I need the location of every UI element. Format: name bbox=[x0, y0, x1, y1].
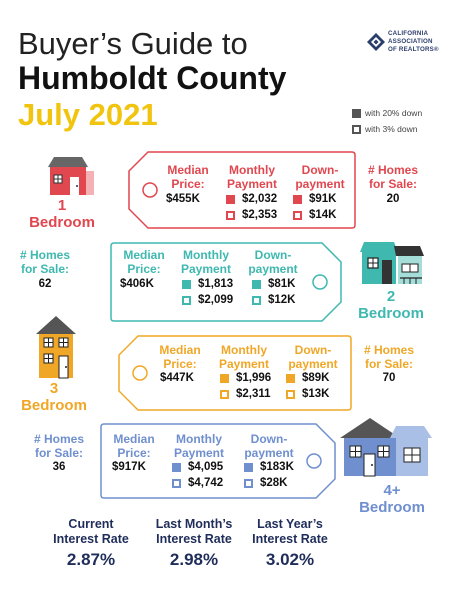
homes-label-line2: for Sale: bbox=[20, 262, 69, 276]
rate-last-month-label-1: Last Month’s bbox=[155, 517, 233, 531]
down-20-value-1: $91K bbox=[309, 193, 337, 205]
homes-for-sale-value-1: 20 bbox=[386, 193, 400, 205]
down-3-row-3 bbox=[286, 388, 330, 400]
down-label-line1: Down- bbox=[294, 343, 332, 357]
down-label-line2: payment bbox=[244, 446, 294, 460]
rate-last-year-value: 3.02% bbox=[265, 550, 315, 569]
down-20-row-4 bbox=[244, 461, 294, 473]
homes-label-line2: for Sale: bbox=[368, 177, 417, 191]
down-label-line1: Down- bbox=[301, 163, 339, 177]
solid-square-icon bbox=[220, 374, 229, 383]
down-20-row-2 bbox=[252, 278, 296, 290]
homes-label-line2: for Sale: bbox=[34, 446, 83, 460]
down-20-value-3: $89K bbox=[302, 372, 330, 384]
payment-label-line1: Monthly bbox=[183, 248, 229, 262]
homes-for-sale-value-4: 36 bbox=[52, 461, 66, 473]
down-3-row-4 bbox=[244, 477, 288, 489]
payment-20-value-4: $4,095 bbox=[188, 461, 224, 473]
homes-for-sale-value-3: 70 bbox=[382, 372, 396, 384]
down-3-value-3: $13K bbox=[302, 388, 330, 400]
payment-label-line2: Payment bbox=[226, 177, 278, 191]
bedroom-2-label bbox=[350, 288, 432, 322]
solid-square-icon bbox=[172, 463, 181, 472]
hollow-square-icon bbox=[182, 296, 191, 305]
car-logo-icon bbox=[366, 32, 386, 52]
median-price-value-1: $455K bbox=[166, 193, 200, 205]
solid-square-icon bbox=[293, 195, 302, 204]
homes-for-sale-label-4 bbox=[26, 432, 92, 460]
down-label-line2: payment bbox=[288, 357, 338, 371]
payment-3-value-1: $2,353 bbox=[242, 209, 278, 221]
down-20-value-4: $183K bbox=[260, 461, 294, 473]
house-1-bedroom-icon bbox=[40, 157, 96, 197]
homes-for-sale-label-3 bbox=[356, 343, 422, 371]
monthly-payment-label-1 bbox=[222, 163, 282, 191]
bedroom-1-word: Bedroom bbox=[29, 214, 95, 231]
median-label-line2: Price: bbox=[163, 357, 197, 371]
hollow-square-icon bbox=[352, 125, 361, 134]
down-payment-label-1 bbox=[289, 163, 351, 191]
down-label-line1: Down- bbox=[250, 432, 288, 446]
car-logo bbox=[366, 30, 448, 64]
hollow-square-icon bbox=[220, 390, 229, 399]
payment-3-row-1 bbox=[226, 209, 277, 221]
median-price-value-3: $447K bbox=[160, 372, 194, 384]
bedroom-3-word: Bedroom bbox=[21, 397, 87, 414]
median-label-line2: Price: bbox=[117, 446, 151, 460]
payment-3-row-4 bbox=[172, 477, 223, 489]
rate-last-year-label-2: Interest Rate bbox=[252, 532, 328, 546]
median-price-label-3 bbox=[150, 343, 210, 371]
bedroom-3-number: 3 bbox=[49, 380, 59, 397]
homes-label-line1: # Homes bbox=[33, 432, 85, 446]
car-logo-text bbox=[388, 30, 439, 54]
legend-down3: with 3% down bbox=[365, 124, 418, 134]
homes-label-line2: for Sale: bbox=[364, 357, 413, 371]
payment-20-row-3 bbox=[220, 372, 271, 384]
solid-square-icon bbox=[226, 195, 235, 204]
down-20-row-3 bbox=[286, 372, 330, 384]
median-label-line1: Median bbox=[113, 432, 155, 446]
hollow-square-icon bbox=[293, 211, 302, 220]
payment-20-row-4 bbox=[172, 461, 223, 473]
title-line-3: July 2021 bbox=[18, 97, 158, 132]
median-label-line2: Price: bbox=[127, 262, 161, 276]
rate-last-year-label-1: Last Year’s bbox=[257, 517, 323, 531]
rate-last-year bbox=[232, 517, 348, 570]
hollow-square-icon bbox=[252, 296, 261, 305]
median-price-label-1 bbox=[158, 163, 218, 191]
payment-label-line2: Payment bbox=[173, 446, 225, 460]
bedroom-4-label bbox=[352, 482, 432, 516]
bedroom-4-word: Bedroom bbox=[359, 499, 425, 516]
bedroom-1-number: 1 bbox=[57, 197, 67, 214]
payment-3-row-2 bbox=[182, 294, 233, 306]
homes-for-sale-label-2 bbox=[12, 248, 78, 276]
logo-line-2: ASSOCIATION bbox=[388, 38, 433, 45]
payment-label-line1: Monthly bbox=[229, 163, 275, 177]
bedroom-3-label bbox=[14, 380, 94, 414]
legend-row-3 bbox=[352, 121, 422, 137]
hollow-square-icon bbox=[172, 479, 181, 488]
solid-square-icon bbox=[244, 463, 253, 472]
homes-label-line1: # Homes bbox=[19, 248, 71, 262]
down-label-line2: payment bbox=[248, 262, 298, 276]
down-payment-label-2 bbox=[242, 248, 304, 276]
down-20-value-2: $81K bbox=[268, 278, 296, 290]
title-line-1: Buyer’s Guide to bbox=[18, 26, 248, 61]
median-label-line1: Median bbox=[123, 248, 165, 262]
solid-square-icon bbox=[252, 280, 261, 289]
solid-square-icon bbox=[352, 109, 361, 118]
payment-3-row-3 bbox=[220, 388, 271, 400]
homes-label-line1: # Homes bbox=[367, 163, 419, 177]
house-3-bedroom-icon bbox=[36, 316, 76, 380]
down-20-row-1 bbox=[293, 193, 337, 205]
median-label-line1: Median bbox=[167, 163, 209, 177]
payment-20-value-3: $1,996 bbox=[236, 372, 272, 384]
down-3-row-1 bbox=[293, 209, 337, 221]
solid-square-icon bbox=[182, 280, 191, 289]
payment-20-value-2: $1,813 bbox=[198, 278, 234, 290]
bedroom-2-number: 2 bbox=[386, 288, 396, 305]
rate-current bbox=[36, 517, 146, 570]
down-3-row-2 bbox=[252, 294, 296, 306]
legend-down20: with 20% down bbox=[365, 108, 423, 118]
house-4-bedroom-icon bbox=[340, 418, 432, 478]
monthly-payment-label-2 bbox=[176, 248, 236, 276]
homes-for-sale-label-1 bbox=[360, 163, 426, 191]
homes-label-line1: # Homes bbox=[363, 343, 415, 357]
median-price-value-2: $406K bbox=[120, 278, 154, 290]
title-line-2: Humboldt County bbox=[18, 60, 287, 96]
homes-for-sale-value-2: 62 bbox=[38, 278, 52, 290]
legend-row-20 bbox=[352, 105, 422, 121]
hollow-square-icon bbox=[286, 390, 295, 399]
down-payment-label-4 bbox=[238, 432, 300, 460]
median-price-label-4 bbox=[104, 432, 164, 460]
hollow-square-icon bbox=[226, 211, 235, 220]
down-3-value-1: $14K bbox=[309, 209, 337, 221]
rate-current-label-2: Interest Rate bbox=[53, 532, 129, 546]
down-label-line2: payment bbox=[295, 177, 345, 191]
rate-last-month-label-2: Interest Rate bbox=[156, 532, 232, 546]
payment-label-line2: Payment bbox=[180, 262, 232, 276]
solid-square-icon bbox=[286, 374, 295, 383]
payment-20-row-2 bbox=[182, 278, 233, 290]
down-label-line1: Down- bbox=[254, 248, 292, 262]
hollow-square-icon bbox=[244, 479, 253, 488]
monthly-payment-label-3 bbox=[213, 343, 275, 371]
payment-3-value-4: $4,742 bbox=[188, 477, 224, 489]
down-payment-label-3 bbox=[282, 343, 344, 371]
median-price-value-4: $917K bbox=[112, 461, 146, 473]
logo-line-3: OF REALTORS® bbox=[388, 46, 439, 53]
median-label-line2: Price: bbox=[171, 177, 205, 191]
bedroom-2-word: Bedroom bbox=[358, 305, 424, 322]
house-2-bedroom-icon bbox=[360, 242, 426, 286]
payment-label-line1: Monthly bbox=[176, 432, 222, 446]
payment-3-value-3: $2,311 bbox=[236, 388, 271, 400]
rate-last-month-value: 2.98% bbox=[169, 550, 219, 569]
legend bbox=[352, 105, 422, 137]
payment-label-line2: Payment bbox=[218, 357, 270, 371]
rate-current-value: 2.87% bbox=[66, 550, 116, 569]
median-label-line1: Median bbox=[159, 343, 201, 357]
payment-20-row-1 bbox=[226, 193, 277, 205]
down-3-value-2: $12K bbox=[268, 294, 296, 306]
down-3-value-4: $28K bbox=[260, 477, 288, 489]
logo-line-1: CALIFORNIA bbox=[388, 30, 429, 37]
payment-3-value-2: $2,099 bbox=[198, 294, 234, 306]
payment-20-value-1: $2,032 bbox=[242, 193, 278, 205]
median-price-label-2 bbox=[114, 248, 174, 276]
bedroom-1-label bbox=[22, 197, 102, 231]
rate-current-label-1: Current bbox=[68, 517, 114, 531]
monthly-payment-label-4 bbox=[168, 432, 230, 460]
payment-label-line1: Monthly bbox=[221, 343, 267, 357]
bedroom-4-number: 4+ bbox=[383, 482, 401, 499]
